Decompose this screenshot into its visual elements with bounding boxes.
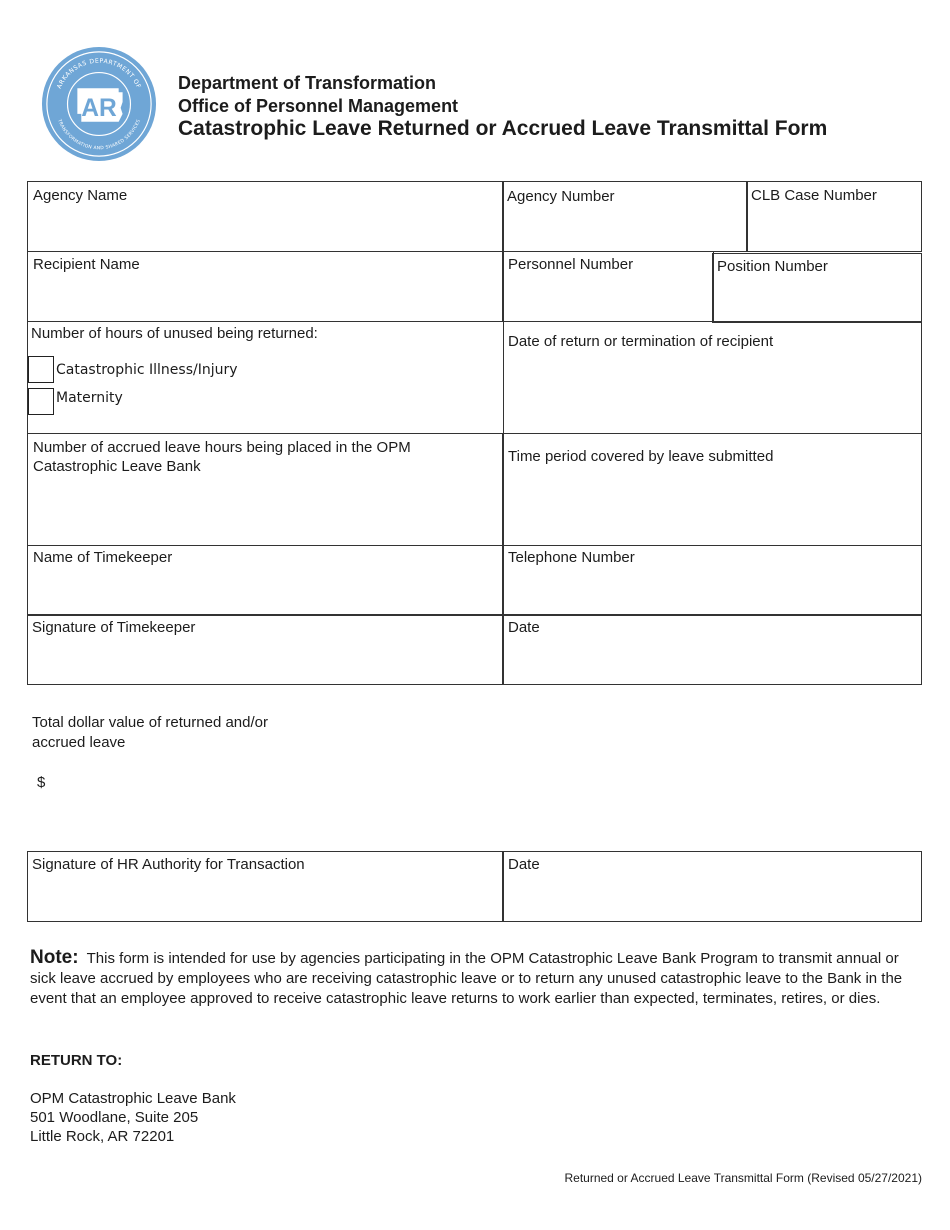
catastrophic-illness-label: Catastrophic Illness/Injury <box>56 362 238 378</box>
catastrophic-illness-checkbox[interactable] <box>28 356 54 383</box>
return-address-line3: Little Rock, AR 72201 <box>30 1128 175 1145</box>
agency-name-field[interactable] <box>27 181 504 252</box>
hr-date-label: Date <box>508 856 540 873</box>
seal-bottom-text: TRANSFORMATION AND SHARED SERVICES <box>56 118 142 152</box>
department-name: Department of Transformation <box>178 73 437 93</box>
agency-number-field[interactable] <box>502 181 748 252</box>
note-paragraph <box>30 948 922 1009</box>
maternity-checkbox[interactable] <box>28 388 54 415</box>
form-title: Catastrophic Leave Returned or Accrued Leave Transmittal Form <box>178 117 828 140</box>
recipient-name-label: Recipient Name <box>33 256 140 273</box>
clb-case-number-label: CLB Case Number <box>751 187 877 204</box>
return-to-heading: RETURN TO: <box>30 1052 123 1069</box>
agency-name-label: Agency Name <box>33 187 128 204</box>
timekeeper-signature-field[interactable] <box>27 614 504 685</box>
clb-case-number-field[interactable] <box>746 181 922 252</box>
time-period-field[interactable] <box>502 433 922 546</box>
timekeeper-name-field[interactable] <box>27 545 504 616</box>
note-label: Note: <box>30 947 79 968</box>
position-number-label: Position Number <box>717 258 828 275</box>
timekeeper-name-label: Name of Timekeeper <box>33 549 173 566</box>
office-name: Office of Personnel Management <box>178 96 459 116</box>
maternity-label: Maternity <box>56 390 123 406</box>
return-address-line1: OPM Catastrophic Leave Bank <box>30 1090 236 1107</box>
hr-signature-field[interactable] <box>27 851 504 922</box>
date-of-return-label: Date of return or termination of recipient <box>508 333 774 350</box>
accrued-hours-label: Number of accrued leave hours being placed in the OPM Catastrophic Leave Bank <box>33 439 411 475</box>
hr-signature-label: Signature of HR Authority for Transaction <box>32 856 305 873</box>
form-revision-footer: Returned or Accrued Leave Transmittal Form (Revised 05/27/2021) <box>564 1171 922 1185</box>
timekeeper-date-field[interactable] <box>502 614 922 685</box>
telephone-number-field[interactable] <box>502 545 922 616</box>
return-address-line2: 501 Woodlane, Suite 205 <box>30 1109 199 1126</box>
accrued-hours-field[interactable] <box>27 433 504 546</box>
hours-returned-label: Number of hours of unused being returned: <box>31 325 318 342</box>
agency-number-label: Agency Number <box>507 188 615 205</box>
timekeeper-signature-label: Signature of Timekeeper <box>32 619 196 636</box>
date-of-return-field[interactable] <box>503 321 922 434</box>
dollar-sign: $ <box>37 774 46 791</box>
seal-top-text: ARKANSAS DEPARTMENT OF <box>55 57 143 90</box>
personnel-number-label: Personnel Number <box>508 256 634 273</box>
note-text: This form is intended for use by agencies participating in the OPM Catastrophic Leave Bank Program to transmit annual or sick leave accrued by employees who are receiving catastrophic leave or to return any unused catastrophic leave to the Bank in the event that an employee approved to receive catastrophic leave returns to work earlier than expected, terminates, retires, or dies. <box>30 950 903 1007</box>
telephone-number-label: Telephone Number <box>508 549 635 566</box>
personnel-number-field[interactable] <box>502 251 714 322</box>
seal-initials: AR <box>81 94 117 122</box>
time-period-label: Time period covered by leave submitted <box>508 448 774 465</box>
hr-date-field[interactable] <box>502 851 922 922</box>
total-dollar-label: Total dollar value of returned and/or accrued leave <box>32 714 268 751</box>
recipient-name-field[interactable] <box>27 251 504 322</box>
department-seal-logo <box>40 45 158 163</box>
timekeeper-date-label: Date <box>508 619 540 636</box>
position-number-field[interactable] <box>712 253 922 323</box>
